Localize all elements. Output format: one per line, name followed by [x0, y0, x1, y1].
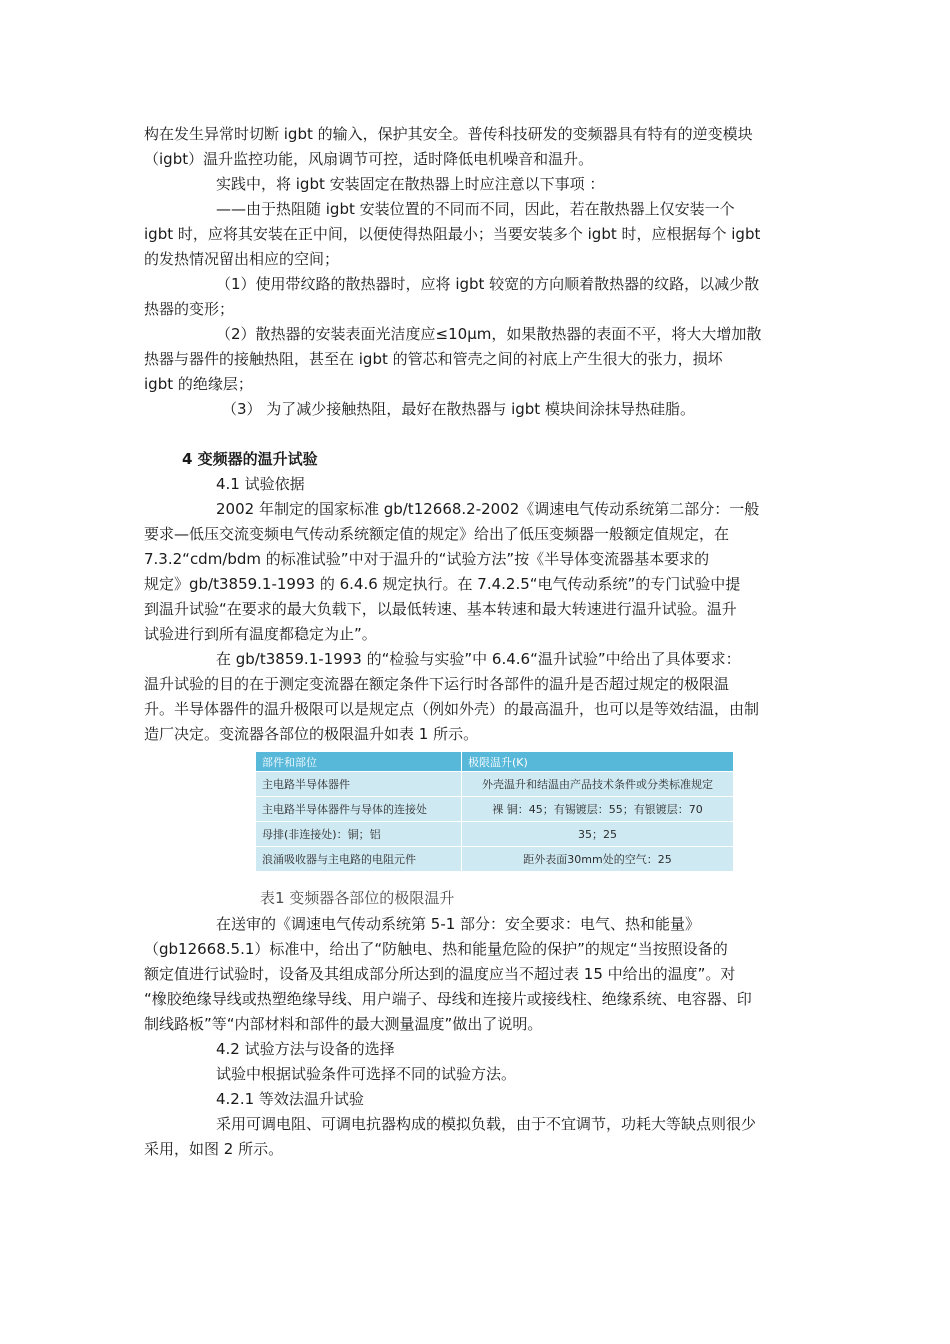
body-text-line: （gb12668.5.1）标准中，给出了“防触电、热和能量危险的保护”的规定“当按照设备的: [144, 940, 728, 958]
table-cell: 主电路半导体器件: [256, 772, 462, 797]
table-cell: 母排(非连接处)：铜；铝: [256, 822, 462, 847]
body-text-line: （1）使用带纹路的散热器时，应将 igbt 较宽的方向顺着散热器的纹路，以减少散: [216, 275, 760, 293]
table-cell: 主电路半导体器件与导体的连接处: [256, 797, 462, 822]
body-text-line: 要求—低压交流变频电气传动系统额定值的规定》给出了低压变频器一般额定值规定，在: [144, 525, 730, 543]
blank-line: [144, 422, 812, 447]
table-header-row: [256, 752, 734, 772]
table-row: [256, 847, 734, 872]
table-cell: 外壳温升和结温由产品技术条件或分类标准规定: [462, 772, 734, 797]
body-text-line: （igbt）温升监控功能，风扇调节可控，适时降低电机噪音和温升。: [144, 150, 594, 168]
body-text-line: 2002 年制定的国家标准 gb/t12668.2-2002《调速电气传动系统第二部分：一般: [216, 500, 760, 518]
table-cell: 35；25: [462, 822, 734, 847]
body-text-line: 造厂决定。变流器各部位的极限温升如表 1 所示。: [144, 725, 479, 743]
body-text-line: 试验中根据试验条件可选择不同的试验方法。: [216, 1065, 517, 1083]
document-page: [144, 122, 812, 1162]
body-text-line: 热器与器件的接触热阻，甚至在 igbt 的管芯和管壳之间的衬底上产生很大的张力，损坏: [144, 350, 723, 368]
body-text-line: 在 gb/t3859.1-1993 的“检验与实验”中 6.4.6“温升试验”中给出了具体要求：: [216, 650, 741, 668]
body-text-line: 规定》gb/t3859.1-1993 的 6.4.6 规定执行。在 7.4.2.5“电气传动系统”的专门试验中提: [144, 575, 741, 593]
table-row: [256, 797, 734, 822]
subsection-heading: 4.2.1 等效法温升试验: [216, 1090, 364, 1108]
table-header-cell: 极限温升(K): [462, 752, 734, 772]
body-text-line: “橡胶绝缘导线或热塑绝缘导线、用户端子、母线和连接片或接线柱、绝缘系统、电容器、印: [144, 990, 752, 1008]
table-row: [256, 822, 734, 847]
body-text-line: 试验进行到所有温度都稳定为止”。: [144, 625, 377, 643]
table-cell: 距外表面30mm处的空气：25: [462, 847, 734, 872]
body-text-line: 升。半导体器件的温升极限可以是规定点（例如外壳）的最高温升，也可以是等效结温，由制: [144, 700, 760, 718]
body-text-line: （2）散热器的安装表面光洁度应≤10μm，如果散热器的表面不平，将大大增加散: [216, 325, 762, 343]
body-text-line: 温升试验的目的在于测定变流器在额定条件下运行时各部件的温升是否超过规定的极限温: [144, 675, 730, 693]
body-text-line: 的发热情况留出相应的空间；: [144, 250, 340, 268]
body-text-line: 制线路板”等“内部材料和部件的最大测量温度”做出了说明。: [144, 1015, 543, 1033]
body-text-line: 采用可调电阻、可调电抗器构成的模拟负载，由于不宜调节，功耗大等缺点则很少: [216, 1115, 757, 1133]
table-cell: 浪涌吸收器与主电路的电阻元件: [256, 847, 462, 872]
body-text-line: 实践中，将 igbt 安装固定在散热器上时应注意以下事项 ：: [216, 175, 605, 193]
subsection-heading: 4.2 试验方法与设备的选择: [216, 1040, 395, 1058]
temperature-limit-table-figure: [255, 751, 734, 872]
table-row: [256, 772, 734, 797]
body-text-line: 7.3.2“cdm/bdm 的标准试验”中对于温升的“试验方法”按《半导体变流器基本要求的: [144, 550, 710, 568]
table-cell: 裸 铜：45；有锡镀层：55；有银镀层：70: [462, 797, 734, 822]
subsection-heading: 4.1 试验依据: [216, 475, 305, 493]
temperature-limit-table: [255, 751, 734, 872]
table-header-cell: 部件和部位: [256, 752, 462, 772]
body-text-line: 采用，如图 2 所示。: [144, 1140, 284, 1158]
body-text-line: 到温升试验“在要求的最大负载下，以最低转速、基本转速和最大转速进行温升试验。温升: [144, 600, 737, 618]
body-text-line: 热器的变形；: [144, 300, 235, 318]
body-text-line: 额定值进行试验时，设备及其组成部分所达到的温度应当不超过表 15 中给出的温度”。对: [144, 965, 736, 983]
body-text-line: 构在发生异常时切断 igbt 的输入，保护其安全。普传科技研发的变频器具有特有的逆变模块: [144, 125, 753, 143]
table-caption: 表1 变频器各部位的极限温升: [260, 889, 455, 907]
body-text-line: ——由于热阻随 igbt 安装位置的不同而不同，因此，若在散热器上仅安装一个: [216, 200, 735, 218]
body-text-line: igbt 时，应将其安装在正中间，以便使得热阻最小；当要安装多个 igbt 时，应根据每个 igbt: [144, 225, 761, 243]
body-text-line: （3） 为了减少接触热阻，最好在散热器与 igbt 模块间涂抹导热硅脂。: [222, 400, 695, 418]
body-text-line: igbt 的绝缘层；: [144, 375, 253, 393]
body-text-line: 在送审的《调速电气传动系统第 5-1 部分：安全要求：电气、热和能量》: [216, 915, 701, 933]
section-heading: 4 变频器的温升试验: [182, 450, 318, 468]
